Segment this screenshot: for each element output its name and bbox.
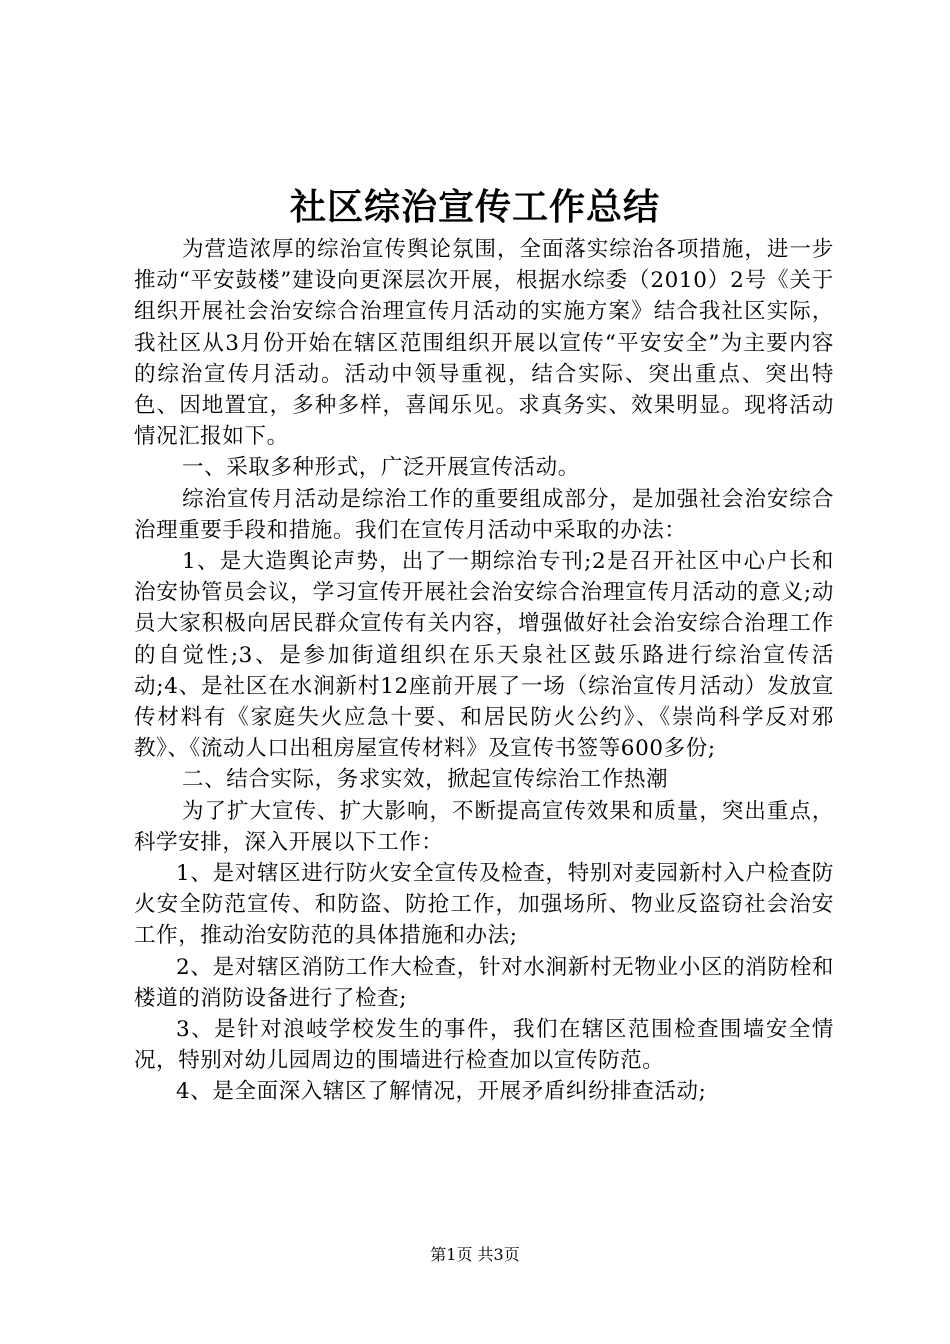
document-title: 社区综治宣传工作总结 bbox=[289, 186, 660, 228]
list-item-2: 2、是对辖区消防工作大检查，针对水涧新村无物业小区的消防栓和楼道的消防设备进行了检查; bbox=[134, 954, 834, 1011]
section-heading-1: 一、采取多种形式，广泛开展宣传活动。 bbox=[182, 455, 580, 481]
paragraph-section-2: 为了扩大宣传、扩大影响，不断提高宣传效果和质量，突出重点，科学安排，深入开展以下工作： bbox=[134, 798, 834, 855]
list-item-4: 4、是全面深入辖区了解情况，开展矛盾纠纷排查活动; bbox=[176, 1079, 707, 1105]
list-item-3: 3、是针对浪岐学校发生的事件，我们在辖区范围检查围墙安全情况，特别对幼儿园周边的围墙进行检查加以宣传防范。 bbox=[134, 1017, 834, 1074]
paragraph-intro: 为营造浓厚的综治宣传舆论氛围，全面落实综治各项措施，进一步推动“平安鼓楼”建设向更深层次开展，根据水综委（2010）2号《关于组织开展社会治安综合治理宣传月活动的实施方案》结合我社区实际，我社区从3月份开始在辖区范围组织开展以宣传“平安安全”为主要内容的综治宣传月活动。活动中领导重视，结合实际、突出重点、突出特色、因地置宜，多种多样，喜闻乐见。求真务实、效果明显。现将活动情况汇报如下。 bbox=[134, 237, 834, 450]
section-heading-2: 二、结合实际，务求实效，掀起宣传综治工作热潮 bbox=[182, 767, 669, 793]
paragraph-section-1: 综治宣传月活动是综治工作的重要组成部分，是加强社会治安综合治理重要手段和措施。我们在宣传月活动中采取的办法： bbox=[134, 486, 834, 543]
document-body bbox=[134, 234, 834, 1108]
paragraph-section-1-items: 1、是大造舆论声势，出了一期综治专刊;2是召开社区中心户长和治安协管员会议，学习宣传开展社会治安综合治理宣传月活动的意义;动员大家积极向居民群众宣传有关内容，增强做好社会治安综合治理工作的自觉性;3、是参加街道组织在乐天泉社区鼓乐路进行综治宣传活动;4、是社区在水涧新村12座前开展了一场（综治宣传月活动）发放宣传材料有《家庭失火应急十要、和居民防火公约》、《崇尚科学反对邪教》、《流动人口出租房屋宣传材料》及宣传书签等600多份; bbox=[134, 549, 834, 762]
page-number-footer: 第1页 共3页 bbox=[430, 1245, 520, 1264]
list-item-1: 1、是对辖区进行防火安全宣传及检查，特别对麦园新村入户检查防火安全防范宣传、和防盗、防抢工作，加强场所、物业反盗窃社会治安工作，推动治安防范的具体措施和办法; bbox=[134, 861, 834, 949]
